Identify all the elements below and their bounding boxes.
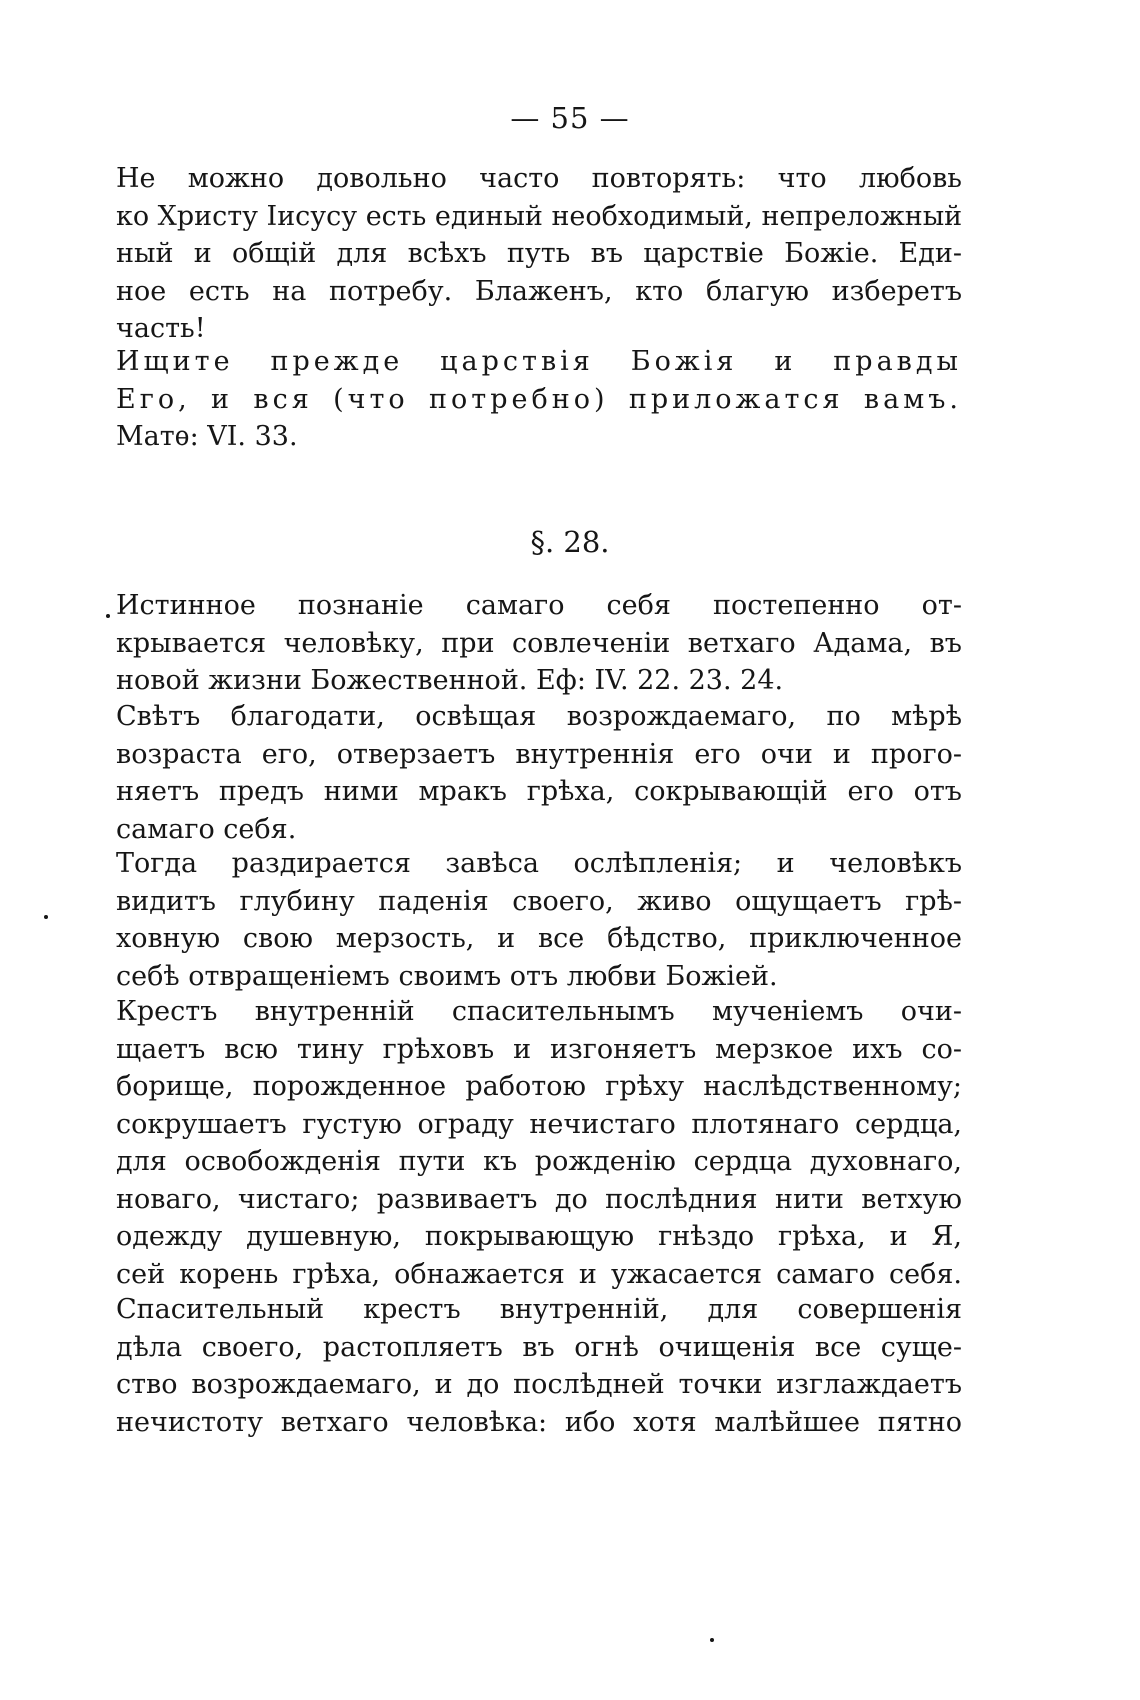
text-line: часть!	[116, 313, 206, 344]
text-line: щаетъ всю тину грѣховъ и изгоняетъ мерзкое ихъ со-	[116, 1033, 962, 1065]
page-number: — 55 —	[510, 101, 630, 135]
text-line: видитъ глубину паденія своего, живо ощущаетъ грѣ-	[116, 885, 962, 917]
text-line: Свѣтъ благодати, освѣщая возрождаемаго, по мѣрѣ	[116, 701, 962, 732]
text-line: Истинное познаніе самаго себя постепенно от-	[116, 590, 962, 621]
text-line: самаго себя.	[116, 813, 297, 845]
text-line: ко Христу Іисусу есть единый необходимый, непреложный	[116, 200, 963, 232]
text-line: ное есть на потребу. Блаженъ, кто благую изберетъ	[116, 275, 962, 307]
paragraph-light-of-grace	[116, 698, 962, 848]
paragraph-true-self-knowledge	[116, 587, 962, 700]
text-line: сей корень грѣха, обнажается и ужасается самаго себя.	[116, 1258, 962, 1290]
text-line: Крестъ внутренній спасительнымъ мученіемъ очи-	[116, 996, 962, 1027]
text-line: Спасительный крестъ внутренній, для совершенія	[116, 1294, 962, 1325]
text-line: дѣла своего, растопляетъ въ огнѣ очищенія все суще-	[116, 1331, 962, 1363]
text-line: Тогда раздирается завѣса ослѣпленія; и человѣкъ	[116, 848, 962, 879]
text-line: себѣ отвращеніемъ своимъ отъ любви Божіей.	[116, 960, 778, 992]
text-line: для освобожденія пути къ рожденію сердца духовнаго,	[116, 1146, 962, 1177]
text-line: крывается человѣку, при совлеченіи ветхаго Адама, въ	[116, 627, 962, 659]
text-line: новой жизни Божественной. Еф: IV. 22. 23. 24.	[116, 665, 784, 696]
print-speck	[710, 1638, 714, 1642]
print-speck	[44, 915, 48, 919]
paragraph-veil-torn	[116, 845, 962, 995]
print-speck	[106, 614, 110, 618]
text-line: няетъ предъ ними мракъ грѣха, сокрывающій его отъ	[116, 776, 962, 807]
text-line: новаго, чистаго; развиваетъ до послѣдния нити ветхую	[116, 1183, 962, 1215]
text-line: Матѳ: VI. 33.	[116, 421, 298, 452]
text-line: Ищите прежде царствія Божія и правды	[116, 346, 962, 377]
text-line: борище, порожденное работою грѣху наслѣдственному;	[116, 1071, 962, 1102]
text-line: нечистоту ветхаго человѣка: ибо хотя малѣйшее пятно	[116, 1406, 962, 1438]
text-line: Не можно довольно часто повторять: что любовь	[116, 163, 962, 194]
paragraph-love-of-christ	[116, 160, 962, 348]
text-line: ство возрождаемаго, и до послѣдней точки изглаждаетъ	[116, 1369, 962, 1400]
paragraph-saving-cross	[116, 1291, 962, 1441]
paragraph-inner-cross	[116, 993, 962, 1293]
text-line: сокрушаетъ густую ограду нечистаго плотянаго сердца,	[116, 1108, 962, 1140]
text-line: ный и общій для всѣхъ путь въ царствіе Божіе. Еди-	[116, 238, 962, 269]
scripture-quote	[116, 343, 962, 456]
text-line: возраста его, отверзаетъ внутреннія его очи и прого-	[116, 738, 962, 770]
text-line: ховную свою мерзость, и все бѣдство, приключенное	[116, 923, 962, 954]
section-heading: §. 28.	[530, 525, 610, 559]
text-line: Его, и вся (что потребно) приложатся вамъ.	[116, 383, 962, 415]
text-line: одежду душевную, покрывающую гнѣздо грѣха, и Я,	[116, 1221, 962, 1252]
